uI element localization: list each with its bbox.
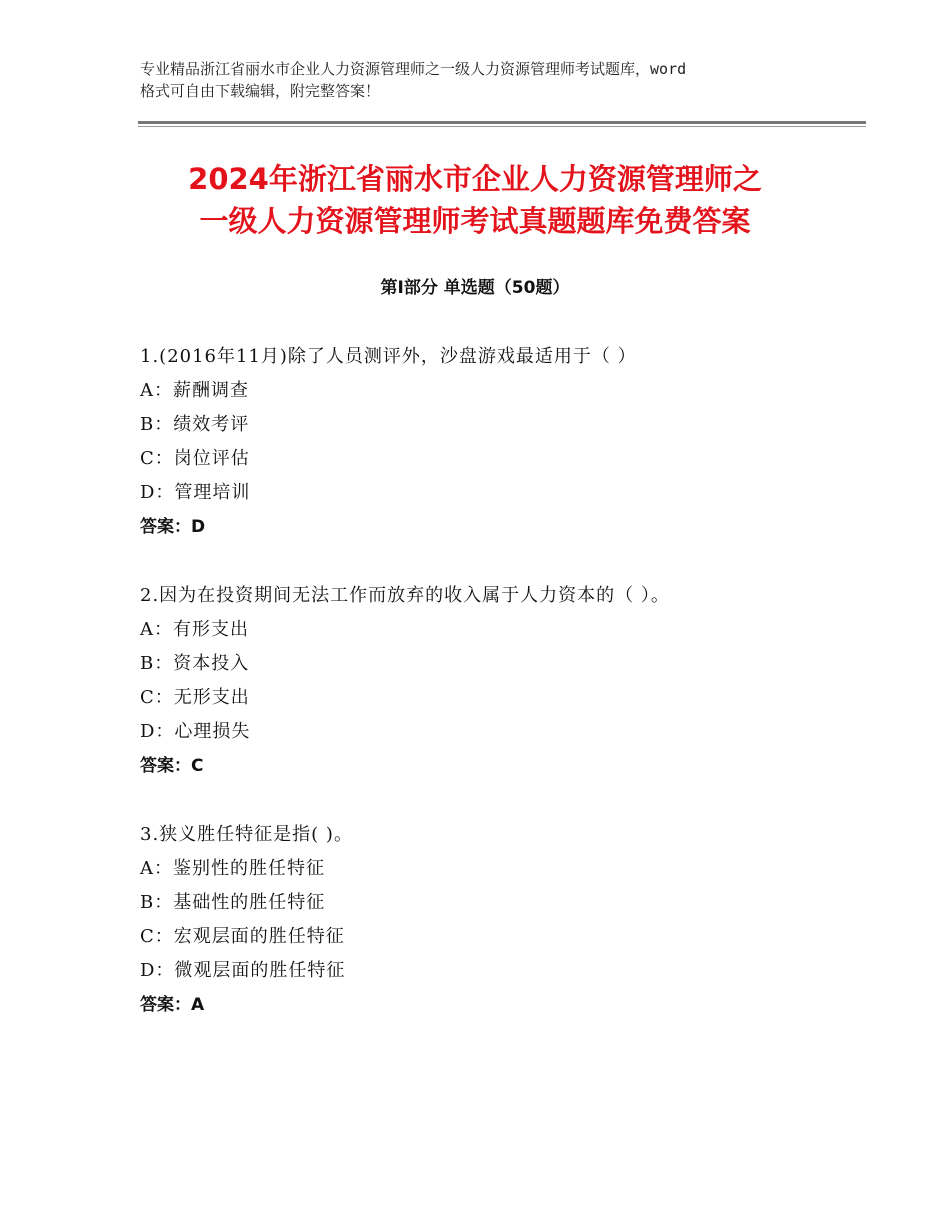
question-stem: 2.因为在投资期间无法工作而放弃的收入属于人力资本的（ ）。 [140,585,670,606]
header-note [140,58,840,102]
header-note-line-2: 格式可自由下载编辑，附完整答案！ [140,82,381,100]
answer: 答案：C [140,756,204,776]
question-1 [140,342,860,546]
option-c: C：岗位评估 [140,448,250,469]
document-title-line-1: 2024年浙江省丽水市企业人力资源管理师之 [188,162,762,196]
header-note-line-1: 专业精品浙江省丽水市企业人力资源管理师之一级人力资源管理师考试题库，word [140,60,687,78]
option-d: D：管理培训 [140,482,251,503]
document-title-line-2: 一级人力资源管理师考试真题题库免费答案 [199,204,751,238]
option-c: C：宏观层面的胜任特征 [140,926,345,947]
question-3 [140,820,860,1024]
question-stem: 1.(2016年11月)除了人员测评外，沙盘游戏最适用于（ ） [140,346,637,367]
question-stem: 3.狭义胜任特征是指( )。 [140,824,353,845]
option-c: C：无形支出 [140,687,250,708]
question-2 [140,581,860,785]
answer: 答案：D [140,517,206,537]
header-divider-thin [138,126,866,127]
section-heading: 第Ⅰ部分 单选题（50题） [380,278,570,298]
option-b: B：绩效考评 [140,414,250,435]
option-b: B：资本投入 [140,653,250,674]
header-divider-thick [138,121,866,124]
option-a: A：鉴别性的胜任特征 [140,858,325,879]
answer: 答案：A [140,995,205,1015]
option-a: A：薪酬调查 [140,380,249,401]
option-a: A：有形支出 [140,619,249,640]
document-title [100,158,850,242]
option-d: D：微观层面的胜任特征 [140,960,346,981]
option-d: D：心理损失 [140,721,251,742]
option-b: B：基础性的胜任特征 [140,892,326,913]
